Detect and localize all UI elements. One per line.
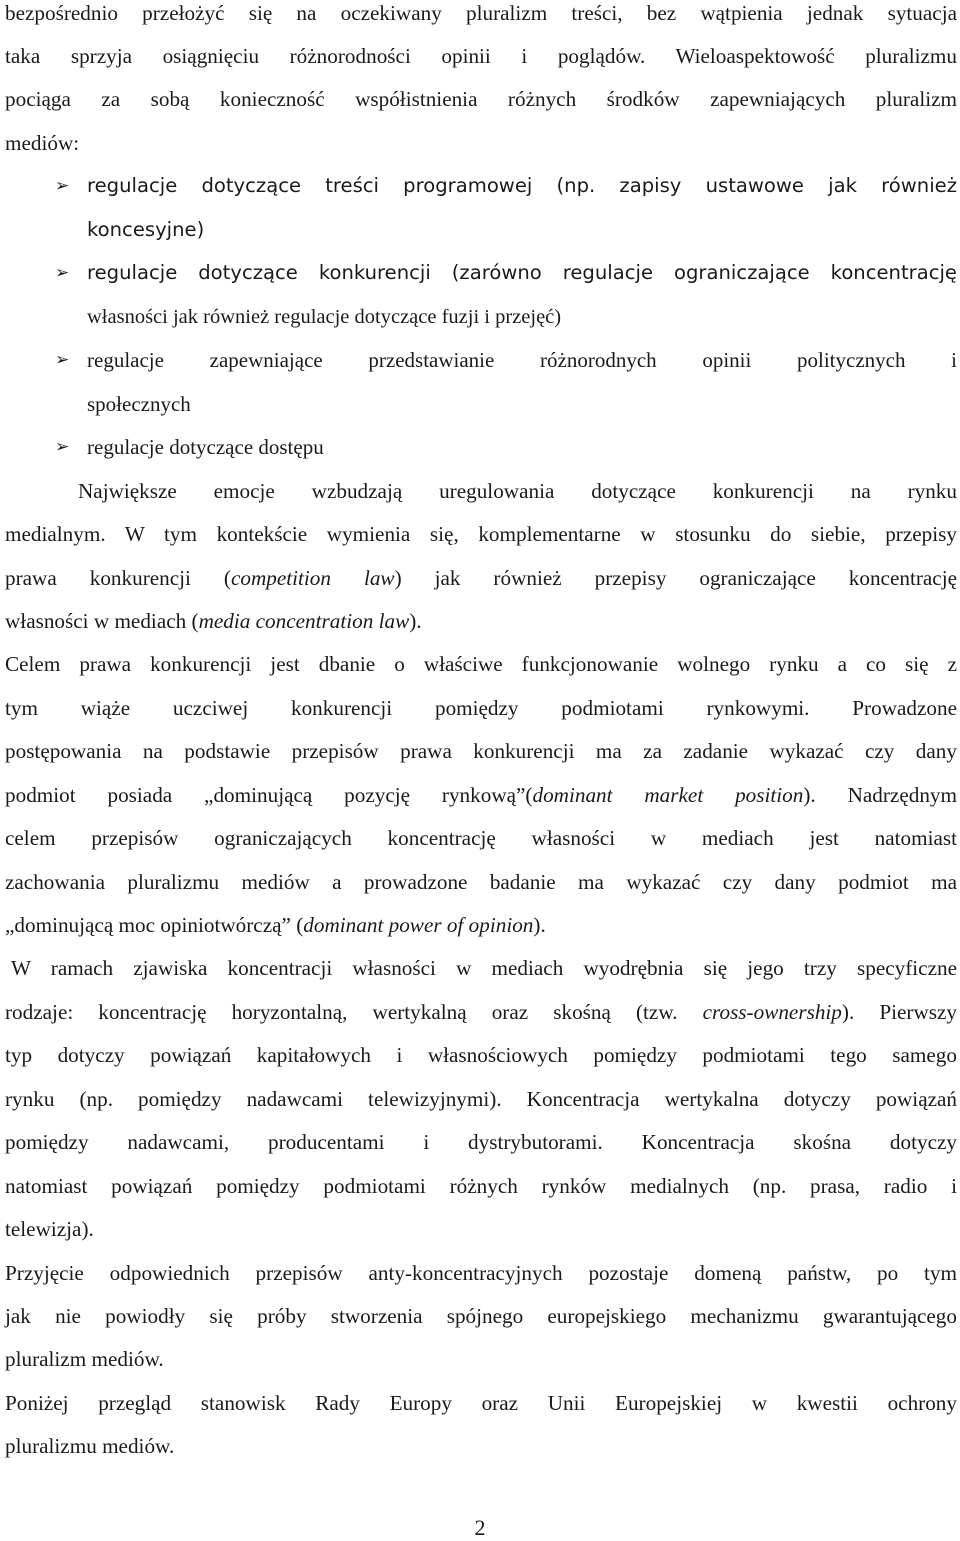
arrow-bullet-icon: ➢ bbox=[55, 263, 70, 283]
list-item: regulacje dotyczące dostępu bbox=[87, 435, 324, 459]
arrow-bullet-icon: ➢ bbox=[55, 437, 70, 457]
list-item: regulacje dotyczące treści programowej (np. zapisy ustawowe jak również bbox=[87, 174, 957, 197]
text-line: Największe emocje wzbudzają uregulowania dotyczące konkurencji na rynku bbox=[78, 479, 957, 503]
list-item: regulacje zapewniające przedstawianie różnorodnych opinii politycznych i bbox=[87, 348, 957, 372]
text-line: mediów: bbox=[5, 131, 80, 155]
text-line: Celem prawa konkurencji jest dbanie o właściwe funkcjonowanie wolnego rynku a co się z bbox=[5, 652, 957, 676]
text-line: natomiast powiązań pomiędzy podmiotami różnych rynków medialnych (np. prasa, radio i bbox=[5, 1174, 957, 1198]
list-item-continuation: społecznych bbox=[87, 392, 191, 416]
arrow-bullet-icon: ➢ bbox=[55, 350, 70, 370]
text-line: pluralizmu mediów. bbox=[5, 1434, 175, 1458]
text-line: rynku (np. pomiędzy nadawcami telewizyjnymi). Koncentracja wertykalna dotyczy powiązań bbox=[5, 1087, 957, 1111]
text-line: pluralizm mediów. bbox=[5, 1347, 164, 1371]
text-line: W ramach zjawiska koncentracji własności w mediach wyodrębnia się jego trzy specyficzne bbox=[11, 956, 957, 980]
text-line: celem przepisów ograniczających koncentrację własności w mediach jest natomiast bbox=[5, 826, 957, 850]
text-line: postępowania na podstawie przepisów prawa konkurencji ma za zadanie wykazać czy dany bbox=[5, 739, 957, 763]
text-line: podmiot posiada „dominującą pozycję rynkową”(dominant market position). Nadrzędnym bbox=[5, 783, 957, 807]
text-line: taka sprzyja osiągnięciu różnorodności opinii i poglądów. Wieloaspektowość pluralizmu bbox=[5, 44, 957, 68]
text-line: prawa konkurencji (competition law) jak również przepisy ograniczające koncentrację bbox=[5, 566, 957, 590]
page-number: 2 bbox=[474, 1515, 486, 1540]
text-line: jak nie powiodły się próby stworzenia spójnego europejskiego mechanizmu gwarantującego bbox=[5, 1304, 957, 1328]
text-line: Przyjęcie odpowiednich przepisów anty-koncentracyjnych pozostaje domeną państw, po tym bbox=[5, 1261, 957, 1285]
text-line: Poniżej przegląd stanowisk Rady Europy oraz Unii Europejskiej w kwestii ochrony bbox=[5, 1391, 957, 1415]
list-item: regulacje dotyczące konkurencji (zarówno regulacje ograniczające koncentrację bbox=[87, 261, 957, 284]
text-line: bezpośrednio przełożyć się na oczekiwany pluralizm treści, bez wątpienia jednak sytuacja bbox=[5, 1, 957, 25]
text-line: pomiędzy nadawcami, producentami i dystrybutorami. Koncentracja skośna dotyczy bbox=[5, 1130, 957, 1154]
list-item-continuation: własności jak również regulacje dotyczące fuzji i przejęć) bbox=[87, 306, 562, 328]
text-line: medialnym. W tym kontekście wymienia się, komplementarne w stosunku do siebie, przepisy bbox=[5, 522, 957, 546]
text-line: zachowania pluralizmu mediów a prowadzone badanie ma wykazać czy dany podmiot ma bbox=[5, 870, 957, 894]
text-line: pociąga za sobą konieczność współistnienia różnych środków zapewniających pluralizm bbox=[5, 87, 957, 111]
text-line: „dominującą moc opiniotwórczą” (dominant power of opinion). bbox=[5, 913, 546, 937]
text-line: tym wiąże uczciwej konkurencji pomiędzy podmiotami rynkowymi. Prowadzone bbox=[5, 696, 957, 720]
text-line: rodzaje: koncentrację horyzontalną, wertykalną oraz skośną (tzw. cross-ownership). Pierwszy bbox=[5, 1000, 957, 1024]
arrow-bullet-icon: ➢ bbox=[55, 176, 70, 196]
text-line: własności w mediach (media concentration law). bbox=[5, 609, 422, 633]
list-item-continuation: koncesyjne) bbox=[87, 218, 205, 241]
text-line: typ dotyczy powiązań kapitałowych i własnościowych pomiędzy podmiotami tego samego bbox=[5, 1043, 957, 1067]
text-line: telewizja). bbox=[5, 1217, 94, 1241]
